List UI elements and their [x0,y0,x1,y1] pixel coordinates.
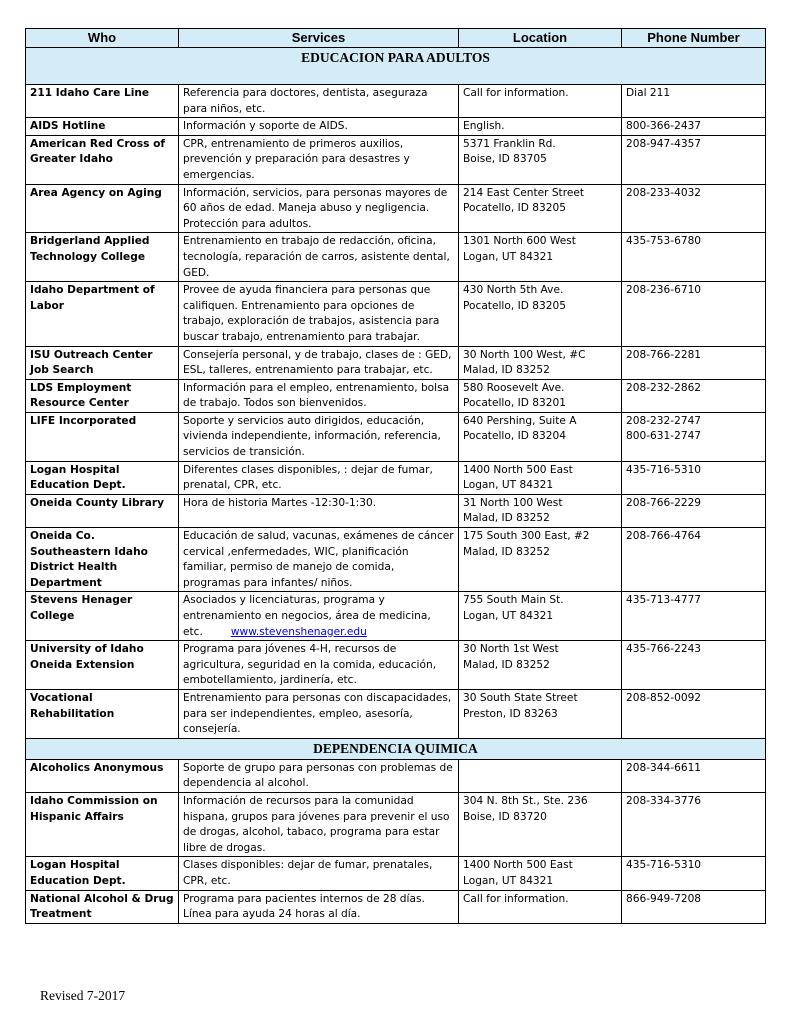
cell-who: Idaho Department of Labor [26,282,179,346]
services-text: Entrenamiento en trabajo de redacción, oficina, tecnología, reparación de carros, asistente dental, GED. [183,235,450,279]
cell-phone [622,233,766,282]
services-text: Información para el empleo, entrenamiento, bolsa de trabajo. Todos son bienvenidos. [183,381,450,410]
services-text: Educación de salud, vacunas, exámenes de cáncer cervical ,enfermedades, WIC, planificación familiar, permiso de manejo de comida, programas para infantes/ niños. [183,530,454,589]
cell-services [179,346,459,379]
location-line: Preston, ID 83263 [463,707,558,720]
section-header-row [26,738,766,759]
table-row [26,759,766,792]
table-body [26,48,766,924]
phone-number: 800-366-2437 [626,120,702,133]
location-line: Logan, UT 84321 [463,479,554,492]
services-text: Entrenamiento para personas con discapacidades, para ser independientes, empleo, asesoría, consejería. [183,691,452,736]
location-line: Boise, ID 83705 [463,153,547,166]
cell-who: LIFE Incorporated [26,412,179,461]
cell-phone [622,890,766,923]
cell-phone [622,494,766,527]
cell-location [459,85,622,118]
location-line: 30 North 1st West [463,643,559,656]
cell-location [459,641,622,690]
resource-table [25,28,766,924]
cell-services [179,461,459,494]
location-line: Malad, ID 83252 [463,545,550,558]
location-line: 430 North 5th Ave. [463,284,564,297]
cell-location [459,282,622,346]
table-row [26,412,766,461]
table-row [26,282,766,346]
phone-number: 866-949-7208 [626,892,702,905]
phone-number: 800-631-2747 [626,430,702,443]
cell-phone [622,135,766,184]
cell-phone [622,282,766,346]
cell-services [179,494,459,527]
location-line: Call for information. [463,892,569,905]
services-text: Provee de ayuda financiera para personas que califiquen. Entrenamiento para opciones de trabajo, exploración de trabajos, asistencia para buscar trabajo, entrenamiento para trabajar. [183,284,440,343]
phone-number: 208-344-6611 [626,761,702,774]
location-line: Malad, ID 83252 [463,364,550,377]
table-row [26,118,766,136]
location-line: 31 North 100 West [463,496,563,509]
table-row [26,857,766,890]
cell-location [459,379,622,412]
location-line: 30 North 100 West, #C [463,348,586,361]
phone-number: 208-852-0092 [626,691,702,704]
phone-number: 435-766-2243 [626,643,702,656]
cell-phone [622,85,766,118]
phone-number: 208-232-2862 [626,381,702,394]
table-row [26,379,766,412]
location-line: 5371 Franklin Rd. [463,137,556,150]
services-text: Información de recursos para la comunidad hispana, grupos para jóvenes para prevenir el uso de drogas, alcohol, tabaco, programa para estar libre de drogas. [183,794,450,854]
location-line: Logan, UT 84321 [463,250,554,263]
cell-services [179,379,459,412]
header-row [26,29,766,48]
cell-who: Logan Hospital Education Dept. [26,461,179,494]
cell-location [459,792,622,856]
location-line: 304 N. 8th St., Ste. 236 [463,794,588,807]
location-line: 1400 North 500 East [463,859,573,872]
cell-who: 211 Idaho Care Line [26,85,179,118]
cell-phone [622,792,766,856]
cell-services [179,233,459,282]
services-text: Diferentes clases disponibles, : dejar de fumar, prenatal, CPR, etc. [183,463,433,492]
section-title: EDUCACION PARA ADULTOS [26,48,766,85]
resource-directory [25,28,765,924]
cell-location [459,494,622,527]
location-line: English. [463,120,505,133]
phone-number: 208-233-4032 [626,186,702,199]
cell-location [459,689,622,738]
phone-number: 208-334-3776 [626,794,702,807]
location-line: Logan, UT 84321 [463,610,554,622]
cell-services [179,890,459,923]
location-line: 1301 North 600 West [463,235,576,248]
location-line: Malad, ID 83252 [463,658,550,671]
cell-who: Oneida County Library [26,494,179,527]
services-text: Hora de historia Martes -12:30-1:30. [183,496,377,509]
cell-who: LDS Employment Resource Center [26,379,179,412]
table-row [26,184,766,233]
cell-who: Stevens Henager College [26,592,179,641]
services-text: Soporte de grupo para personas con problemas de dependencia al alcohol. [183,761,453,790]
cell-who: ISU Outreach Center Job Search [26,346,179,379]
table-row [26,641,766,690]
cell-phone [622,118,766,136]
phone-number: 435-753-6780 [626,235,702,248]
location-line: Malad, ID 83252 [463,512,550,525]
services-text: Clases disponibles: dejar de fumar, prenatales, CPR, etc. [183,859,433,887]
cell-who: Vocational Rehabilitation [26,689,179,738]
cell-who: AIDS Hotline [26,118,179,136]
cell-location [459,528,622,592]
phone-number: Dial 211 [626,87,671,99]
cell-who: American Red Cross of Greater Idaho [26,135,179,184]
section-header-row [26,48,766,85]
cell-phone [622,641,766,690]
table-row [26,890,766,923]
cell-phone [622,379,766,412]
cell-services [179,184,459,233]
cell-services [179,857,459,890]
location-line: Pocatello, ID 83201 [463,397,566,410]
cell-who: Alcoholics Anonymous [26,759,179,792]
location-line: 214 East Center Street [463,186,585,199]
cell-location [459,118,622,136]
phone-number: 208-766-4764 [626,530,702,543]
cell-phone [622,689,766,738]
cell-location [459,233,622,282]
website-link[interactable]: www.stevenshenager.edu [230,625,367,638]
cell-location [459,461,622,494]
cell-services [179,85,459,118]
header-who: Who [26,29,179,48]
cell-who: University of Idaho Oneida Extension [26,641,179,690]
cell-phone [622,592,766,641]
services-text: Consejería personal, y de trabajo, clases de : GED, ESL, talleres, entrenamiento para trabajar, etc. [183,348,452,377]
cell-services [179,792,459,856]
table-row [26,592,766,641]
cell-services [179,282,459,346]
cell-phone [622,528,766,592]
table-row [26,792,766,856]
cell-services [179,592,459,641]
cell-who: Oneida Co. Southeastern Idaho District Health Department [26,528,179,592]
table-row [26,135,766,184]
header-services: Services [179,29,459,48]
cell-who: National Alcohol & Drug Treatment [26,890,179,923]
cell-phone [622,346,766,379]
cell-phone [622,184,766,233]
location-line: 1400 North 500 East [463,463,573,476]
table-row [26,461,766,494]
cell-who: Area Agency on Aging [26,184,179,233]
cell-phone [622,759,766,792]
cell-services [179,759,459,792]
cell-phone [622,857,766,890]
location-line: 640 Pershing, Suite A [463,414,577,427]
location-line: Call for information. [463,87,569,99]
cell-services [179,641,459,690]
services-text: CPR, entrenamiento de primeros auxilios, prevención y preparación para desastres y emergencias. [183,137,410,181]
cell-services [179,412,459,461]
phone-number: 435-716-5310 [626,463,702,476]
location-line: Pocatello, ID 83205 [463,202,566,215]
cell-location [459,412,622,461]
cell-who: Idaho Commission on Hispanic Affairs [26,792,179,856]
cell-who: Logan Hospital Education Dept. [26,857,179,890]
header-location: Location [459,29,622,48]
cell-location [459,759,622,792]
table-row [26,494,766,527]
services-text: Soporte y servicios auto dirigidos, educación, vivienda independiente, información, referencia, servicios de transición. [183,414,441,459]
location-line: 580 Roosevelt Ave. [463,381,565,394]
services-text: Programa para pacientes internos de 28 días. Línea para ayuda 24 horas al día. [183,892,425,921]
location-line: Logan, UT 84321 [463,874,554,887]
location-line: Boise, ID 83720 [463,810,547,823]
table-row [26,528,766,592]
cell-location [459,592,622,641]
table-row [26,233,766,282]
location-line: 755 South Main St. [463,594,564,607]
location-line: Pocatello, ID 83204 [463,430,566,443]
header-phone: Phone Number [622,29,766,48]
cell-phone [622,461,766,494]
cell-location [459,857,622,890]
services-text: Asociados y licenciaturas, programa y entrenamiento en negocios, área de medicina, etc. [183,594,431,638]
table-row [26,689,766,738]
phone-number: 208-766-2229 [626,496,702,509]
section-title: DEPENDENCIA QUIMICA [26,738,766,759]
phone-number: 208-766-2281 [626,348,702,361]
phone-number: 435-713-4777 [626,594,702,607]
cell-location [459,135,622,184]
services-text: Programa para jóvenes 4-H, recursos de agricultura, seguridad en la comida, educación, embotellamiento, jardinería, etc. [183,643,437,687]
services-text: Información, servicios, para personas mayores de 60 años de edad. Maneja abuso y negligencia. Protección para adultos. [183,186,448,230]
phone-number: 435-716-5310 [626,859,702,872]
cell-services [179,135,459,184]
cell-services [179,689,459,738]
services-text: Información y soporte de AIDS. [183,120,348,133]
table-row [26,85,766,118]
revision-note: Revised 7-2017 [40,988,126,1003]
cell-who: Bridgerland Applied Technology College [26,233,179,282]
cell-services [179,118,459,136]
phone-number: 208-947-4357 [626,137,702,150]
cell-location [459,890,622,923]
location-line: Pocatello, ID 83205 [463,299,566,312]
location-line: 175 South 300 East, #2 [463,530,590,543]
phone-number: 208-232-2747 [626,414,702,427]
cell-location [459,184,622,233]
cell-services [179,528,459,592]
phone-number: 208-236-6710 [626,284,702,297]
services-text: Referencia para doctores, dentista, aseguraza para niños, etc. [183,87,428,115]
table-row [26,346,766,379]
location-line: 30 South State Street [463,691,578,704]
cell-location [459,346,622,379]
cell-phone [622,412,766,461]
